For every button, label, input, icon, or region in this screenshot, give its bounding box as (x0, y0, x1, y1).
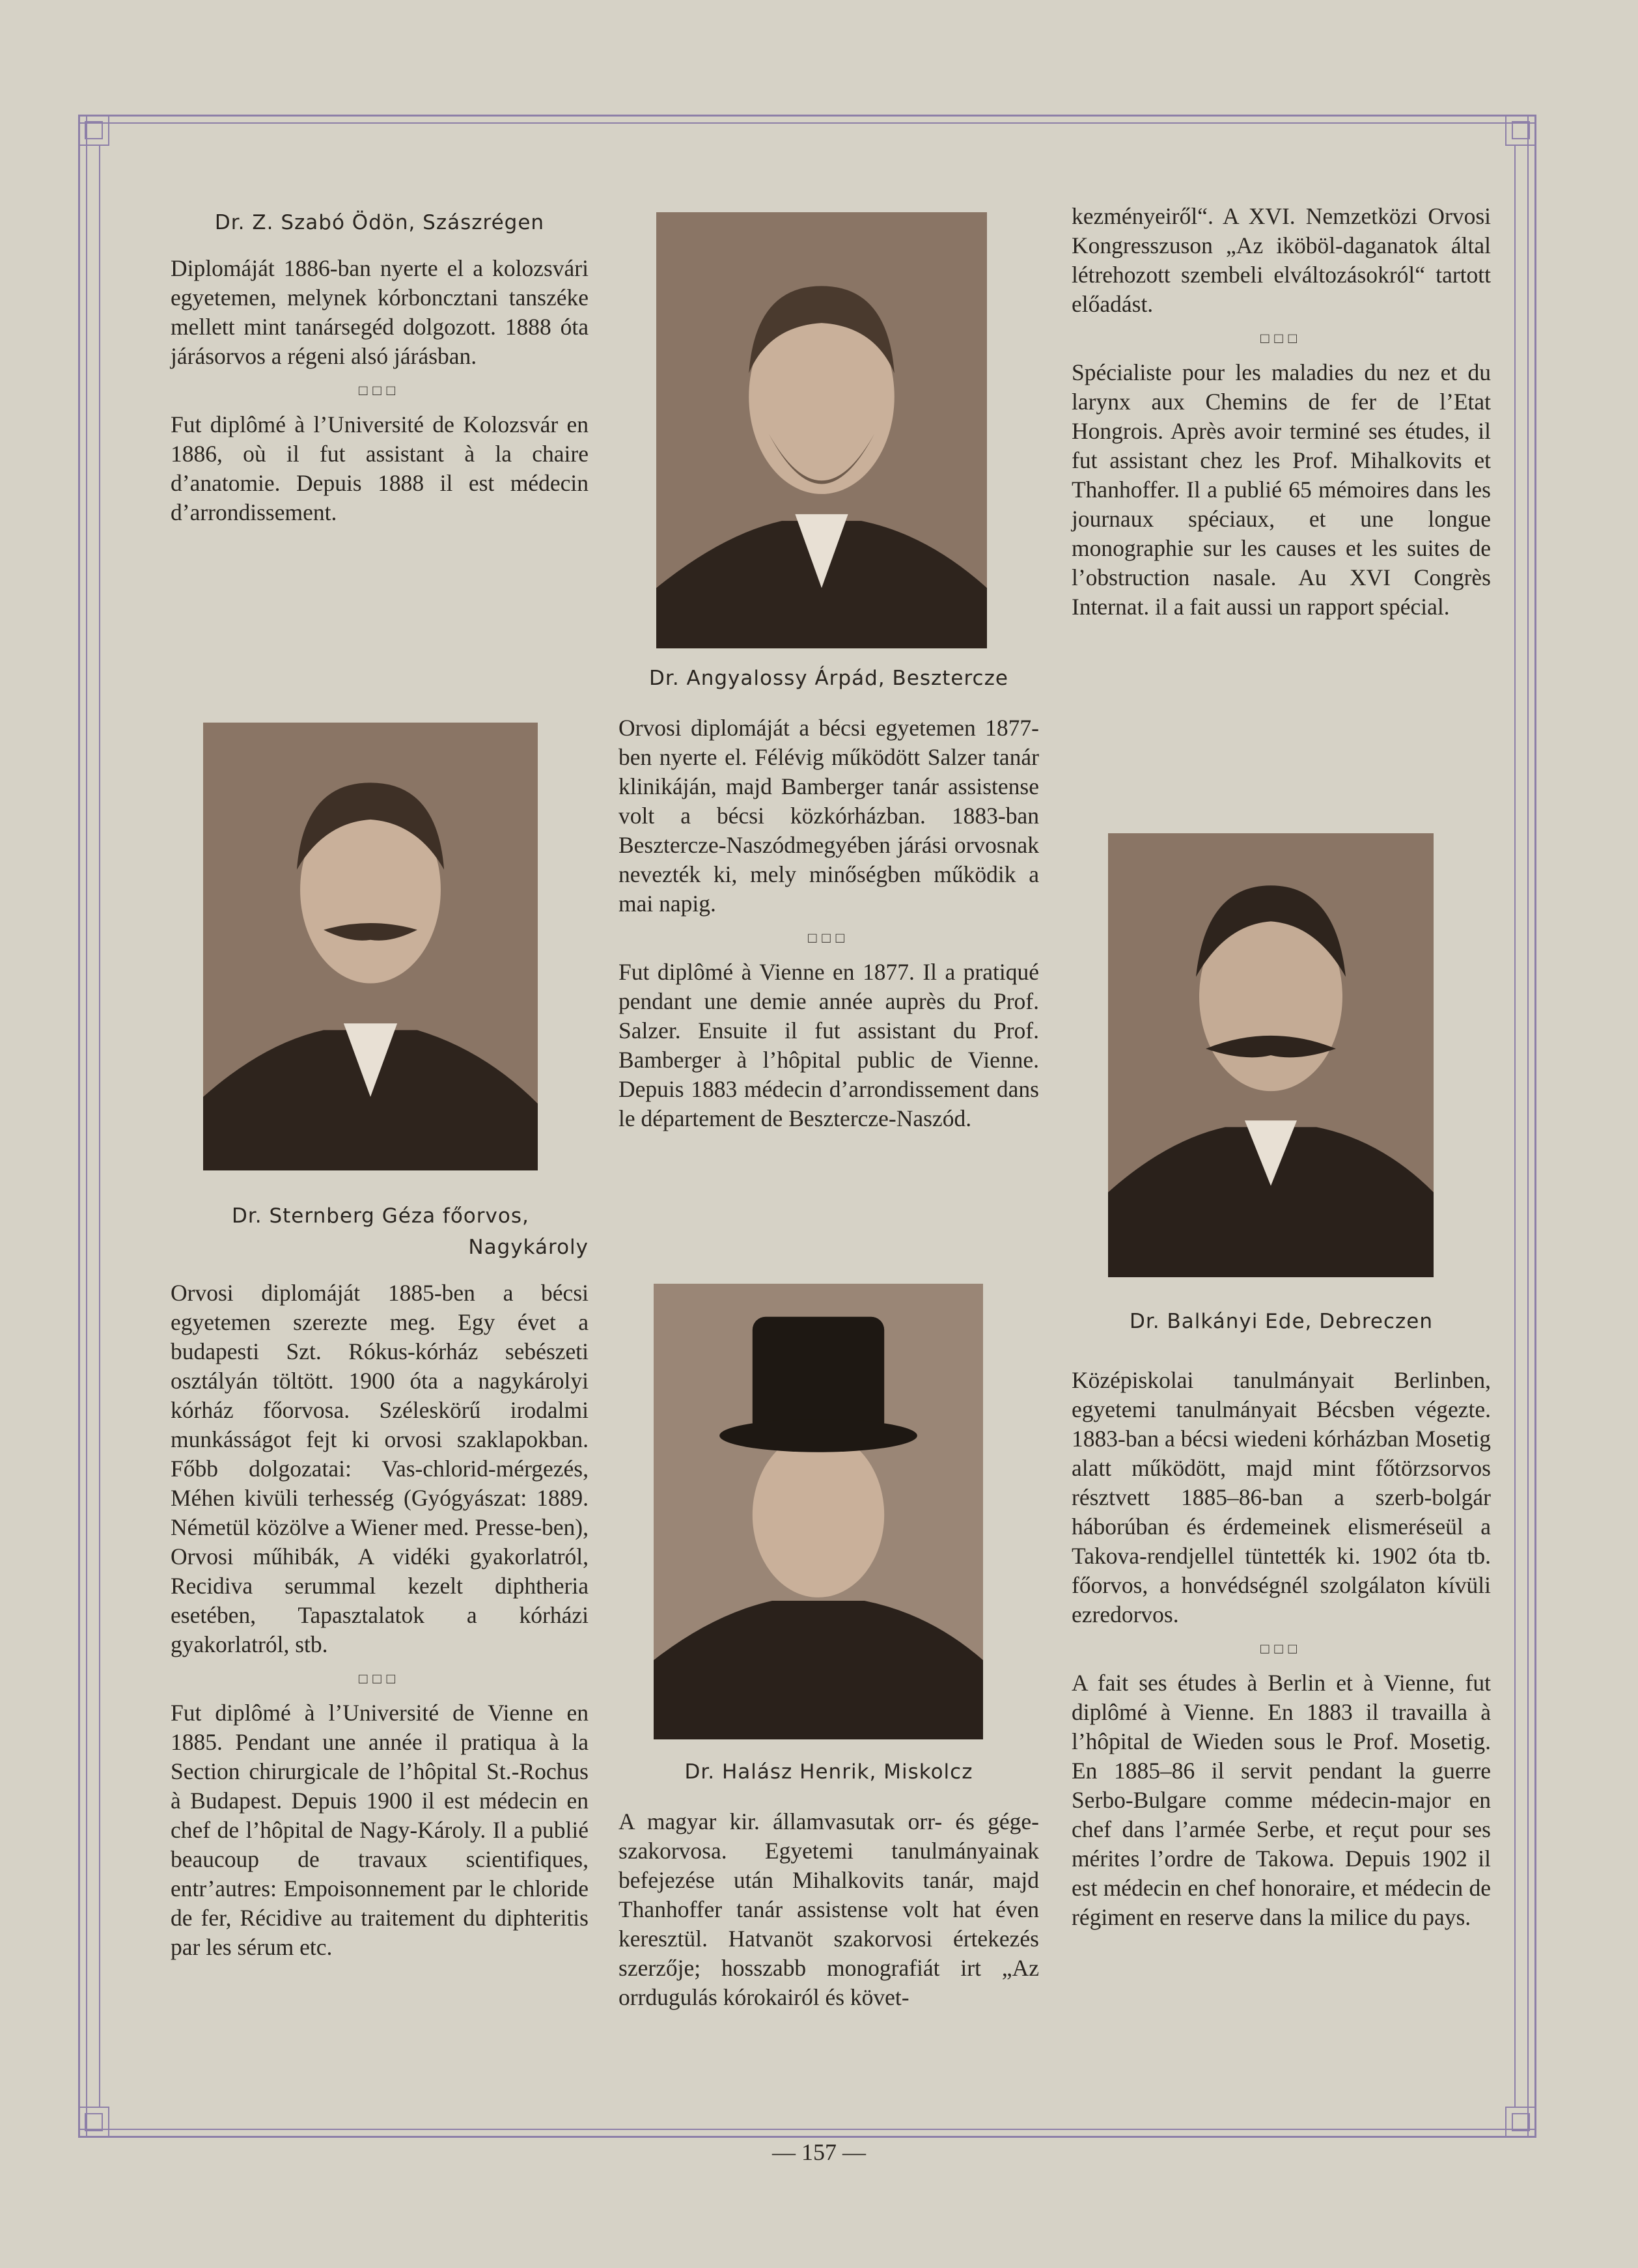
text-balkanyi-fr: A fait ses études à Berlin et à Vienne, fut diplômé à Vienne. En 1883 il travailla à l’hôpital de Wieden sous le Prof. Mosetig. En 1885–86 il servit pendant la guerre Serbo-Bulgare comme médecin-major en chef dans l’armée Serbe, et reçut pour ses mérites l’ordre de Takowa. Depuis 1902 il est médecin en chef honoraire, et médecin de régiment en reserve dans la milice du pays. (1072, 1670, 1491, 1930)
caption-halasz: Dr. Halász Henrik, Miskolcz (684, 1760, 973, 1784)
caption-angyalossy: Dr. Angyalossy Árpád, Beszterczе (649, 667, 1008, 690)
portrait-halasz (654, 1284, 983, 1739)
separator: □□□ (359, 382, 400, 398)
separator: □□□ (1260, 1640, 1302, 1657)
text-angyalossy-fr: Fut diplômé à Vienne en 1877. Il a pratiqué pendant une demie année auprès du Prof. Salzer. Ensuite il fut assistant du Prof. Bamberger à l’hôpital public de Vienne. Depuis 1883 médecin d’arrondissement dans le département de Beszterczе-Naszód. (618, 959, 1039, 1131)
text-halasz-hu: A magyar kir. államvasutak orr- és gége-szakorvosa. Egyetemi tanulmányainak befejezése után Mihalkovits tanár, majd Thanhoffer tanár assistense volt hat éven keresztül. Hatvanöt szakorvosi értekezés szerzője; hosszabb monografiát irt „Az orrdugulás kórokairól és követ- (618, 1808, 1039, 2010)
caption-sternberg: Dr. Sternberg Géza főorvos, (232, 1204, 529, 1228)
separator: □□□ (808, 930, 850, 946)
portrait-sternberg (203, 723, 538, 1170)
page-number: — 157 — (772, 2139, 866, 2165)
text-balkanyi-hu: Középiskolai tanulmányait Berlinben, egyetemi tanulmányait Bécsben végezte. 1883-ban a bécsi wiedeni kórházban Mosetig alatt működött, majd mint főtörzsorvos résztvett 1885–86-ban a szerb-bolgár háborúban és érdemeinek elismeréseül a Takova-rendjellel tüntették ki. 1902 óta tb. főorvos, a honvédségnél szolgálaton kívüli ezredorvos. (1072, 1367, 1491, 1627)
text-szabo-fr: Fut diplômé à l’Université de Kolozsvár en 1886, où il fut assistant à la chaire d’anatomie. Depuis 1888 il est médecin d’arrondissement. (171, 411, 589, 525)
separator: □□□ (1260, 330, 1302, 346)
corner-ornament (1505, 115, 1536, 146)
portrait-angyalossy (656, 212, 987, 648)
caption-balkanyi: Dr. Balkányi Ede, Debreczen (1129, 1310, 1434, 1333)
portrait-balkanyi (1108, 833, 1434, 1277)
text-szabo-hu: Diplomáját 1886-ban nyerte el a kolozsvári egyetemen, melynek kórboncztani tanszéke mellett mint tanársegéd dolgozott. 1888 óta járásorvos a régeni alsó járásban. (171, 255, 589, 369)
corner-ornament (78, 2107, 109, 2138)
corner-ornament (1505, 2107, 1536, 2138)
caption-sternberg-place: Nagykároly (468, 1236, 589, 1259)
text-halasz-hu-cont: kezményeiről“. A XVI. Nemzetközi Orvosi Kongresszuson „Az iköböl-daganatok által létrehozott szembeli elváltozásokról“ tartott előadást. (1072, 203, 1491, 317)
text-sternberg-hu: Orvosi diplomáját 1885-ben a bécsi egyetemen szerezte meg. Egy évet a budapesti Szt. Rókus-kórház sebészeti osztályán töltött. 1900 óta a nagykárolyi kórház főorvosa. Széleskörű irodalmi munkásságot fejt ki orvosi szaklapokban. Főbb dolgozatai: Vas-chlorid-mérgezés, Méhen kivüli terhesség (Gyógyászat: 1889. Németül közölve a Wiener med. Presse-ben), Orvosi műhibák, A vidéki gyakorlatról, Recidiva serummal kezelt diphtheria esetében, Tapasztalatok a kórházi gyakorlatról, stb. (171, 1280, 589, 1657)
caption-szabo: Dr. Z. Szabó Ödön, Szászrégen (214, 211, 545, 234)
text-angyalossy-hu: Orvosi diplomáját a bécsi egyetemen 1877-ben nyerte el. Félévig működött Salzer tanár klinikáján, majd Bamberger tanár assistense volt a bécsi közkórházban. 1883-ban Beszterczе-Naszódmegyében járási orvosnak nevezték ki, mely minőségben működik a mai napig. (618, 715, 1039, 917)
text-halasz-fr: Spécialiste pour les maladies du nez et du larynx aux Chemins de fer de l’Etat Hongrois. Après avoir terminé ses études, il fut assistant chez les Prof. Mihalkovits et Thanhoffer. Il a publié 65 mémoires dans les journaux spéciaux, et une longue monographie sur les causes et les suites de l’obstruction nasale. Au XVI Congrès Internat. il a fait aussi un rapport spécial. (1072, 359, 1491, 620)
separator: □□□ (359, 1670, 400, 1687)
text-sternberg-fr: Fut diplômé à l’Université de Vienne en 1885. Pendant une année il pratiqua à la Section chirurgicale de l’hôpital St.-Rochus à Budapest. Depuis 1900 il est médecin en chef de l’hôpital de Nagy-Károly. Il a publié beaucoup de travaux scientifiques, entr’autres: Empoisonnement par le chloride de fer, Récidive au traitement du diphteritis par les sérum etc. (171, 1700, 589, 1960)
corner-ornament (78, 115, 109, 146)
